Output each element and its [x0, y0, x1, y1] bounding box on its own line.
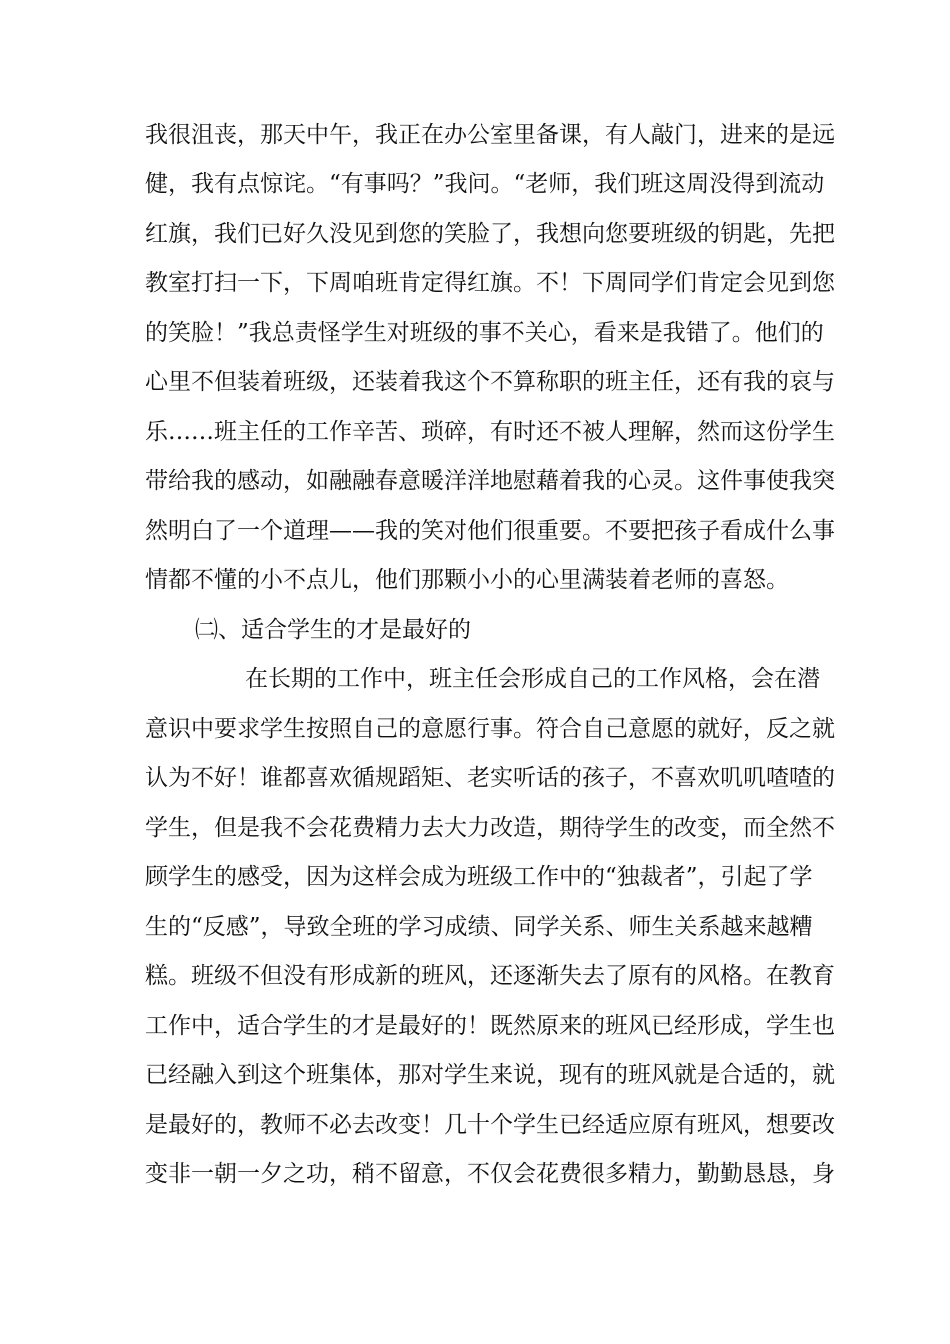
- paragraph-line: 心里不但装着班级，还装着我这个不算称职的班主任，还有我的哀与: [145, 369, 835, 395]
- paragraph-line: 顾学生的感受，因为这样会成为班级工作中的“独裁者”，引起了学: [145, 864, 813, 890]
- paragraph-line: 认为不好！谁都喜欢循规蹈矩、老实听话的孩子，不喜欢叽叽喳喳的: [145, 765, 835, 791]
- paragraph-line: 已经融入到这个班集体，那对学生来说，现有的班风就是合适的，就: [145, 1062, 835, 1088]
- paragraph-line: 的笑脸！”我总责怪学生对班级的事不关心，看来是我错了。他们的: [145, 320, 824, 346]
- paragraph-line: 乐……班主任的工作辛苦、琐碎，有时还不被人理解，然而这份学生: [145, 419, 835, 445]
- paragraph-line: 变非一朝一夕之功，稍不留意，不仅会花费很多精力，勤勤恳恳，身: [145, 1161, 835, 1187]
- paragraph-line: 带给我的感动，如融融春意暖洋洋地慰藉着我的心灵。这件事使我突: [145, 468, 835, 494]
- paragraph-line: 生的“反感”，导致全班的学习成绩、同学关系、师生关系越来越糟: [145, 914, 813, 940]
- paragraph-line: 然明白了一个道理——我的笑对他们很重要。不要把孩子看成什么事: [145, 518, 835, 544]
- paragraph-line: 情都不懂的小不点儿，他们那颗小小的心里满装着老师的喜怒。: [145, 567, 789, 593]
- section-heading: ㈡、适合学生的才是最好的: [195, 617, 471, 643]
- paragraph-line: 健，我有点惊诧。“有事吗？”我问。“老师，我们班这周没得到流动: [145, 171, 825, 197]
- paragraph-line: 在长期的工作中，班主任会形成自己的工作风格，会在潜: [245, 666, 820, 692]
- paragraph-line: 是最好的，教师不必去改变！几十个学生已经适应原有班风，想要改: [145, 1112, 835, 1138]
- paragraph-line: 糕。班级不但没有形成新的班风，还逐渐失去了原有的风格。在教育: [145, 963, 835, 989]
- paragraph-line: 意识中要求学生按照自己的意愿行事。符合自己意愿的就好，反之就: [145, 716, 835, 742]
- paragraph-line: 我很沮丧，那天中午，我正在办公室里备课，有人敲门，进来的是远: [145, 122, 835, 148]
- paragraph-line: 学生，但是我不会花费精力去大力改造，期待学生的改变，而全然不: [145, 815, 835, 841]
- paragraph-line: 教室打扫一下，下周咱班肯定得红旗。不！下周同学们肯定会见到您: [145, 270, 835, 296]
- paragraph-line: 红旗，我们已好久没见到您的笑脸了，我想向您要班级的钥匙，先把: [145, 221, 835, 247]
- paragraph-line: 工作中，适合学生的才是最好的！既然原来的班风已经形成，学生也: [145, 1013, 835, 1039]
